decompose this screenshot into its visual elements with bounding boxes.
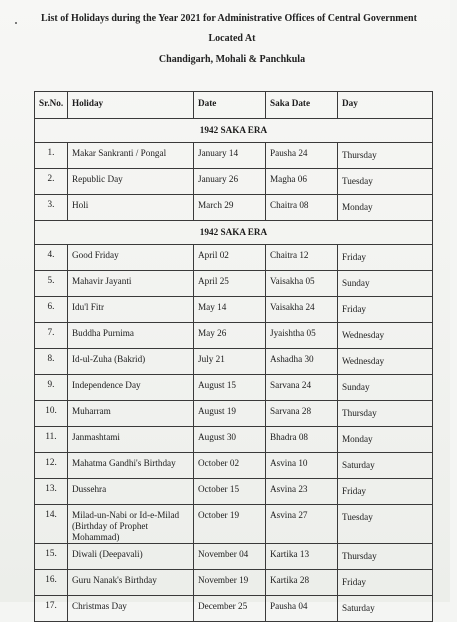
cell-date: January 14	[194, 143, 266, 169]
cell-saka-date: Vaisakha 05	[266, 271, 338, 297]
table-row	[35, 195, 433, 221]
page-title: List of Holidays during the Year 2021 for Administrative Offices of Central Government	[41, 13, 417, 24]
cell-holiday: Guru Nanak's Birthday	[68, 570, 194, 596]
cell-holiday: Holi	[68, 195, 194, 221]
cell-date: April 25	[194, 271, 266, 297]
cell-day: Friday	[338, 570, 433, 596]
cell-holiday: Diwali (Deepavali)	[68, 544, 194, 570]
table-row	[35, 323, 433, 349]
cell-day: Wednesday	[338, 349, 433, 375]
cell-saka-date: Magha 06	[266, 169, 338, 195]
table-row	[35, 596, 433, 622]
cell-srno: 6.	[35, 297, 68, 323]
holiday-table	[34, 91, 433, 622]
column-header-day: Day	[338, 92, 433, 119]
cell-date: May 26	[194, 323, 266, 349]
cell-date: March 29	[194, 195, 266, 221]
places-heading: Chandigarh, Mohali & Panchkula	[158, 54, 306, 65]
cell-day: Tuesday	[338, 505, 433, 544]
cell-day: Friday	[338, 245, 433, 271]
cell-day: Tuesday	[338, 169, 433, 195]
cell-srno: 10.	[35, 401, 68, 427]
column-header-srno: Sr.No.	[35, 92, 68, 119]
cell-holiday: Mahatma Gandhi's Birthday	[68, 453, 194, 479]
cell-srno: 7.	[35, 323, 68, 349]
cell-day: Thursday	[338, 401, 433, 427]
table-row	[35, 375, 433, 401]
cell-saka-date: Ashadha 30	[266, 349, 338, 375]
table-row	[35, 570, 433, 596]
section-era-label: 1942 SAKA ERA	[35, 119, 433, 143]
cell-saka-date: Bhadra 08	[266, 427, 338, 453]
column-header-date: Date	[194, 92, 266, 119]
cell-srno: 1.	[35, 143, 68, 169]
table-row	[35, 427, 433, 453]
cell-date: May 14	[194, 297, 266, 323]
table-row	[35, 245, 433, 271]
cell-date: October 02	[194, 453, 266, 479]
cell-srno: 16.	[35, 570, 68, 596]
table-row	[35, 401, 433, 427]
cell-saka-date: Vaisakha 24	[266, 297, 338, 323]
cell-saka-date: Jyaishtha 05	[266, 323, 338, 349]
cell-day: Friday	[338, 479, 433, 505]
cell-date: August 30	[194, 427, 266, 453]
cell-holiday: Independence Day	[68, 375, 194, 401]
table-row	[35, 349, 433, 375]
cell-holiday: Milad-un-Nabi or Id-e-Milad (Birthday of Prophet Mohammad)	[68, 505, 194, 544]
table-row	[35, 453, 433, 479]
cell-day: Monday	[338, 195, 433, 221]
column-header-holiday: Holiday	[68, 92, 194, 119]
cell-srno: 11.	[35, 427, 68, 453]
cell-date: July 21	[194, 349, 266, 375]
table-row	[35, 271, 433, 297]
table-row	[35, 505, 433, 544]
cell-srno: 9.	[35, 375, 68, 401]
cell-holiday: Mahavir Jayanti	[68, 271, 194, 297]
cell-saka-date: Kartika 13	[266, 544, 338, 570]
cell-saka-date: Pausha 04	[266, 596, 338, 622]
cell-day: Wednesday	[338, 323, 433, 349]
table-row	[35, 143, 433, 169]
table-row	[35, 544, 433, 570]
table-row	[35, 297, 433, 323]
cell-saka-date: Asvina 27	[266, 505, 338, 544]
cell-day: Saturday	[338, 453, 433, 479]
cell-saka-date: Asvina 23	[266, 479, 338, 505]
cell-date: October 19	[194, 505, 266, 544]
column-header-saka-date: Saka Date	[266, 92, 338, 119]
cell-day: Sunday	[338, 271, 433, 297]
cell-date: April 02	[194, 245, 266, 271]
cell-date: November 19	[194, 570, 266, 596]
cell-date: August 15	[194, 375, 266, 401]
cell-holiday: Good Friday	[68, 245, 194, 271]
cell-srno: 5.	[35, 271, 68, 297]
cell-day: Sunday	[338, 375, 433, 401]
cell-srno: 14.	[35, 505, 68, 544]
cell-holiday: Muharram	[68, 401, 194, 427]
cell-srno: 4.	[35, 245, 68, 271]
cell-holiday: Dussehra	[68, 479, 194, 505]
table-row	[35, 479, 433, 505]
cell-date: August 19	[194, 401, 266, 427]
cell-srno: 15.	[35, 544, 68, 570]
cell-date: December 25	[194, 596, 266, 622]
cell-holiday: Id-ul-Zuha (Bakrid)	[68, 349, 194, 375]
table-row	[35, 169, 433, 195]
cell-srno: 12.	[35, 453, 68, 479]
cell-saka-date: Sarvana 28	[266, 401, 338, 427]
cell-saka-date: Kartika 28	[266, 570, 338, 596]
cell-holiday: Janmashtami	[68, 427, 194, 453]
cell-day: Saturday	[338, 596, 433, 622]
cell-srno: 2.	[35, 169, 68, 195]
cell-srno: 3.	[35, 195, 68, 221]
table-header-row	[35, 92, 433, 119]
section-era-label: 1942 SAKA ERA	[35, 221, 433, 245]
cell-holiday: Idu'l Fitr	[68, 297, 194, 323]
cell-srno: 13.	[35, 479, 68, 505]
table-body	[35, 119, 433, 622]
cell-date: November 04	[194, 544, 266, 570]
section-header-row	[35, 221, 433, 245]
cell-srno: 8.	[35, 349, 68, 375]
cell-saka-date: Chaitra 12	[266, 245, 338, 271]
cell-saka-date: Sarvana 24	[266, 375, 338, 401]
located-label: Located At	[208, 33, 256, 44]
cell-date: October 15	[194, 479, 266, 505]
cell-srno: 17.	[35, 596, 68, 622]
cell-day: Thursday	[338, 143, 433, 169]
cell-saka-date: Chaitra 08	[266, 195, 338, 221]
cell-saka-date: Asvina 10	[266, 453, 338, 479]
cell-day: Monday	[338, 427, 433, 453]
cell-date: January 26	[194, 169, 266, 195]
cell-day: Thursday	[338, 544, 433, 570]
cell-holiday: Christmas Day	[68, 596, 194, 622]
cell-holiday: Buddha Purnima	[68, 323, 194, 349]
section-header-row	[35, 119, 433, 143]
cell-saka-date: Pausha 24	[266, 143, 338, 169]
cell-day: Friday	[338, 297, 433, 323]
cell-holiday: Makar Sankranti / Pongal	[68, 143, 194, 169]
cell-holiday: Republic Day	[68, 169, 194, 195]
